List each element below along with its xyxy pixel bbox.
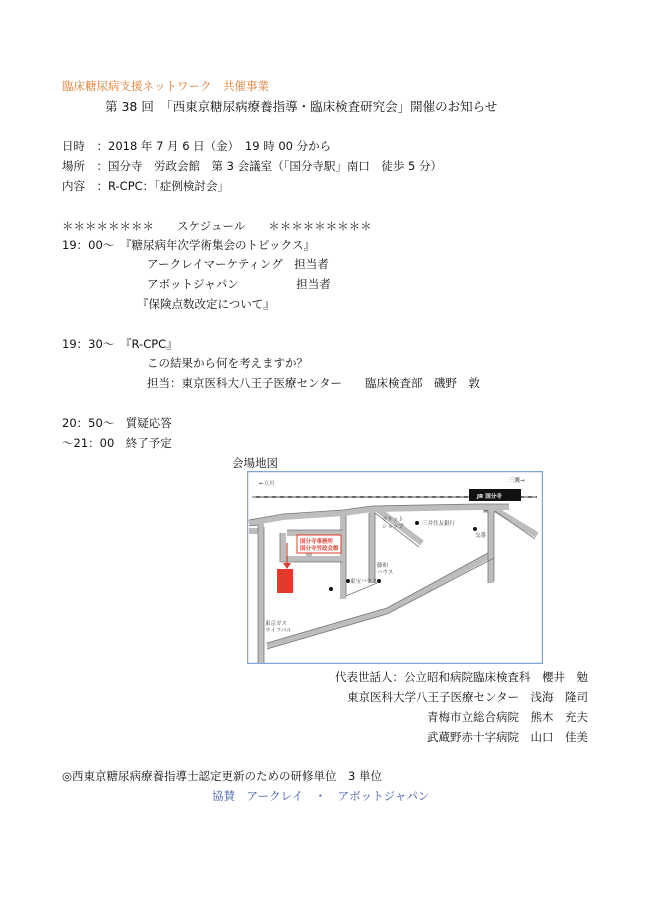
venue-label-2: 国分寺労政会館 (300, 546, 339, 552)
event-content: 内容 ：R-CPC：「症例検討会」 (62, 179, 229, 193)
event-venue: 場所 ：国分寺 労政会館 第 3 会議室（「国分寺駅」南口 徒歩 5 分） (62, 159, 443, 173)
organizer-name: 武蔵野赤十字病院 山口 佳美 (427, 730, 588, 744)
mitsui-bank-label: 三井住友銀行 (422, 521, 456, 527)
organizer-name: 東京医科大学八王子医療センター 浅海 隆司 (346, 690, 588, 704)
racket-shop-label: ラケットショップ (382, 517, 404, 530)
venue-map (247, 471, 543, 664)
venue-label-1: 国分寺事務所 (300, 539, 334, 545)
venue-building (277, 569, 293, 593)
credit-note: ◎西東京糖尿病療養指導士認定更新のための研修単位 3 単位 (62, 769, 383, 783)
map-caption: 会場地図 (232, 456, 278, 470)
gas-marker-icon (329, 587, 333, 591)
tokyo-gas-label: 東京ガスライフバル (265, 621, 292, 634)
fujiwa-house-label: 藤和ハウス (377, 563, 394, 576)
event-date: 日時 ：2018 年 7 月 6 日（金） 19 時 00 分から (62, 139, 332, 153)
schedule-item: アークレイマーケティング 担当者 (147, 257, 329, 271)
bank-marker-icon (415, 521, 419, 525)
koban-marker-icon (473, 527, 477, 531)
page-title: 第 38 回 「西東京糖尿病療養指導・臨床検査研究会」開催のお知らせ (105, 99, 498, 114)
schedule-item: 19：00～ 『糖尿病年次学術集会のトピックス』 (62, 238, 315, 252)
schedule-item: 19：30～ 『R-CPC』 (62, 337, 178, 351)
station-label: JR 国分寺 (477, 494, 502, 500)
schedule-item: ～21：00 終了予定 (62, 436, 172, 450)
koban-label: 交番 (475, 533, 487, 539)
fujiwa-marker-icon (377, 579, 381, 583)
toho-house-label: 東宝ハウス (350, 579, 378, 585)
schedule-item: 担当：東京医科大八王子医療センター 臨床検査部 磯野 敦 (147, 376, 481, 390)
organizer-name: 代表世話人：公立昭和病院臨床検査科 櫻井 勉 (335, 670, 588, 684)
schedule-item: 『保険点数改定について』 (137, 297, 275, 311)
schedule-item: この結果から何を考えますか？ (147, 356, 308, 370)
to-mitaka-label: 三鷹→ (509, 478, 525, 484)
schedule-item: 20：50～ 質疑応答 (62, 416, 172, 430)
schedule-heading: ＊＊＊＊＊＊＊＊ スケジュール ＊＊＊＊＊＊＊＊＊ (62, 219, 372, 233)
organizer-line: 臨床糖尿病支援ネットワーク 共催事業 (62, 79, 269, 93)
to-tachikawa-label: ←立川 (259, 481, 275, 487)
schedule-item: アボットジャパン 担当者 (147, 277, 331, 291)
south-exit-label: 南口 (483, 507, 496, 514)
sponsors-line: 協賛 アークレイ ・ アボットジャパン (212, 789, 430, 803)
organizer-name: 青梅市立総合病院 熊木 充夫 (427, 710, 588, 724)
